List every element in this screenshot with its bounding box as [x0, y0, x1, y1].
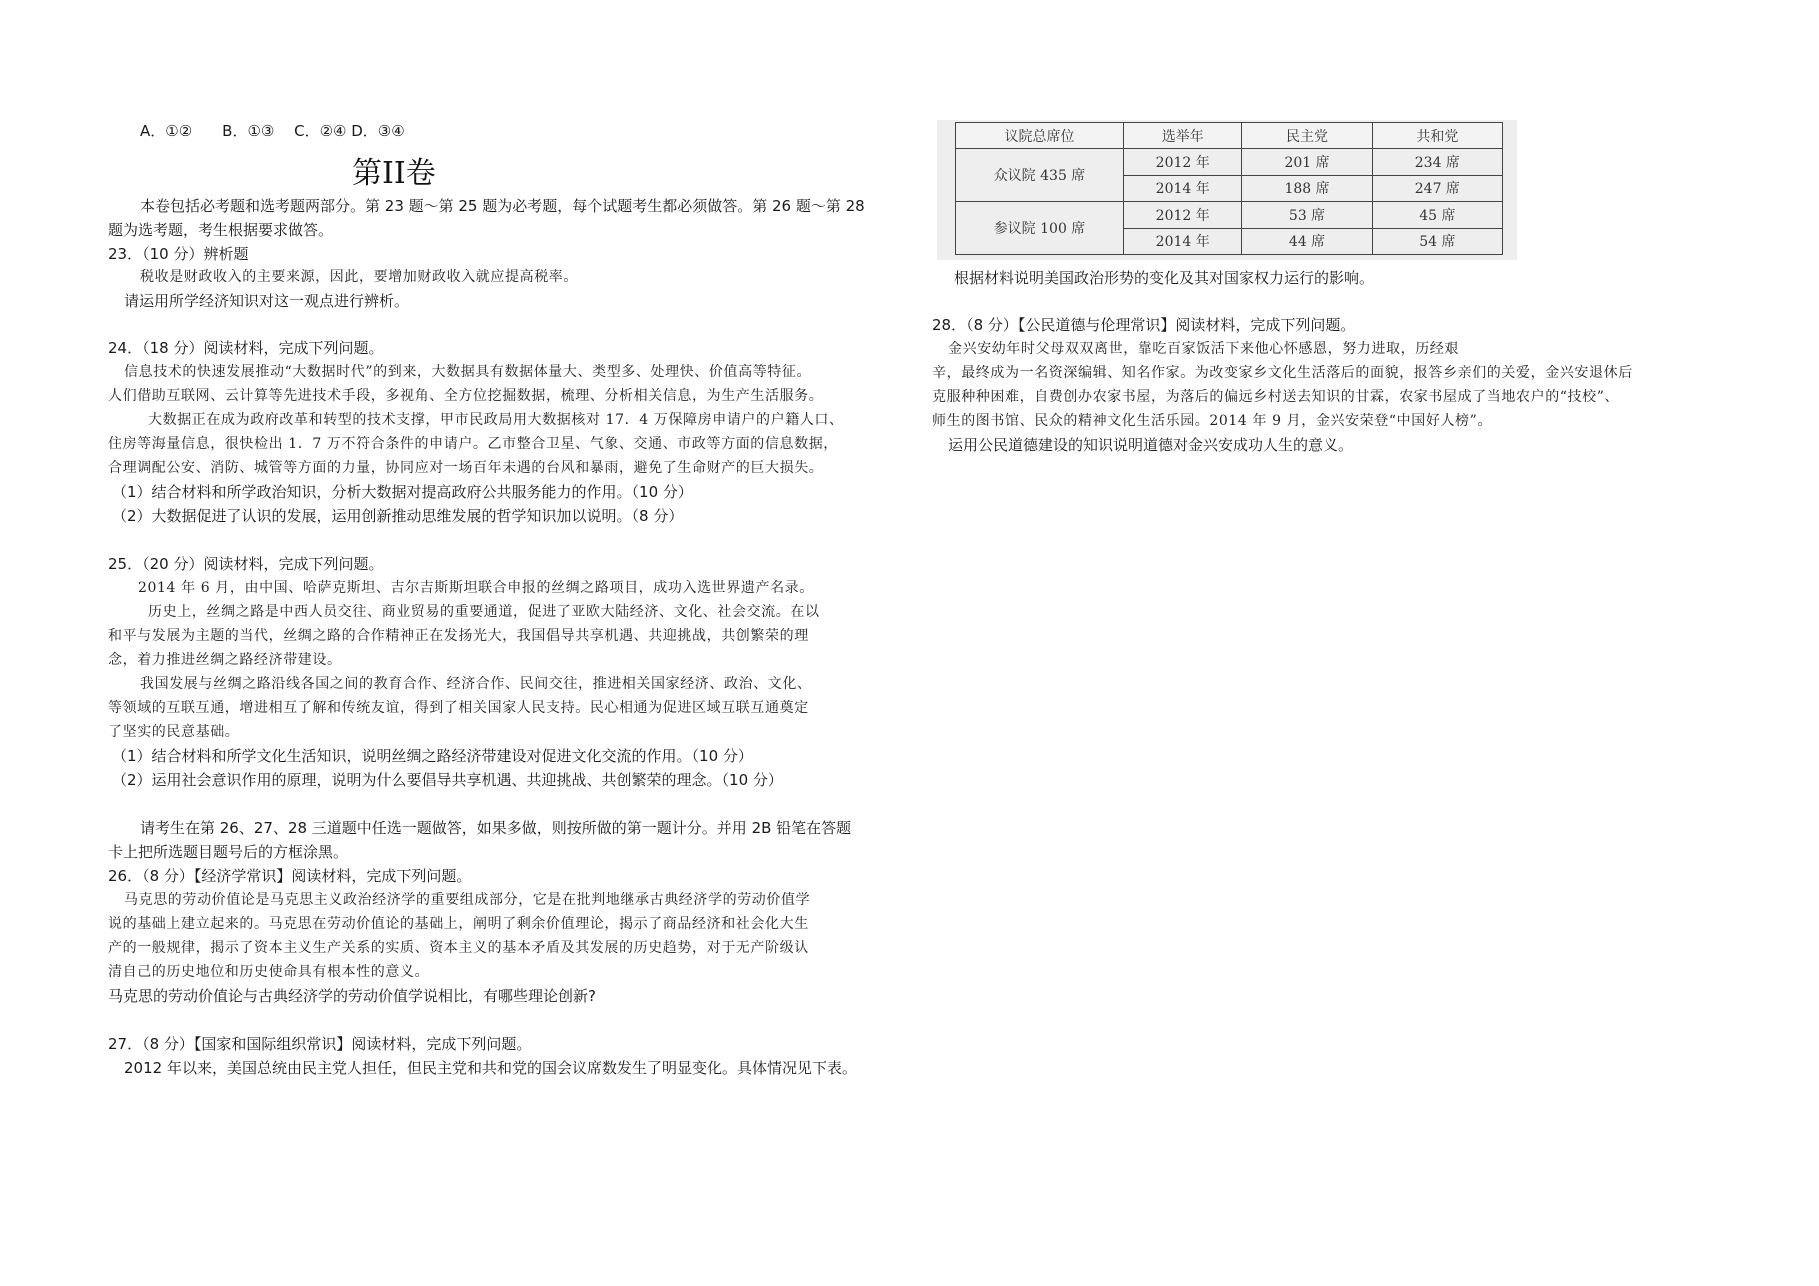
q26-heading: 26．（8 分）【经济学常识】阅读材料，完成下列问题。 [108, 867, 472, 885]
q24-sub-question-2: （2）大数据促进了认识的发展，运用创新推动思维发展的哲学知识加以说明。（8 分） [112, 507, 684, 525]
house-cell: 众议院 435 席 [956, 149, 1124, 202]
table-cell: 234 席 [1372, 149, 1502, 176]
q25-material-line: 和平与发展为主题的当代，丝绸之路的合作精神正在发扬光大，我国倡导共享机遇、共迎挑战，共创繁荣的理 [108, 628, 809, 644]
q26-material-line: 清自己的历史地位和历史使命具有根本性的意义。 [108, 964, 430, 980]
q26-material-line: 说的基础上建立起来的。马克思在劳动价值论的基础上，阐明了剩余价值理论，揭示了商品经济和社会化大生 [108, 916, 809, 932]
q24-material-line: 住房等海量信息，很快检出 1．7 万不符合条件的申请户。乙市整合卫星、气象、交通、市政等方面的信息数据， [108, 436, 838, 452]
q23-heading: 23．（10 分）辨析题 [108, 245, 249, 263]
senate-cell: 参议院 100 席 [956, 202, 1124, 255]
q27-question: 根据材料说明美国政治形势的变化及其对国家权力运行的影响。 [954, 269, 1375, 287]
q28-material-line: 克服种种困难，自费创办农家书屋，为落后的偏远乡村送去知识的甘霖，农家书屋成了当地农户的“技校”、 [932, 389, 1620, 405]
table-cell: 201 席 [1242, 149, 1372, 176]
q27-heading: 27．（8 分）【国家和国际组织常识】阅读材料，完成下列问题。 [108, 1035, 532, 1053]
table-cell: 2014 年 [1124, 175, 1242, 202]
q25-heading: 25．（20 分）阅读材料，完成下列问题。 [108, 555, 384, 573]
table-cell: 45 席 [1372, 202, 1502, 229]
q25-material-line: 2014 年 6 月，由中国、哈萨克斯坦、吉尔吉斯斯坦联合申报的丝绸之路项目，成功入选世界遗产名录。 [138, 580, 814, 596]
congress-seat-table [955, 122, 1503, 255]
q25-material-line: 我国发展与丝绸之路沿线各国之间的教育合作、经济合作、民间交往，推进相关国家经济、政治、文化、 [140, 676, 812, 692]
q24-material-line: 信息技术的快速发展推动“大数据时代”的到来，大数据具有数据体量大、类型多、处理快、价值高等特征。 [124, 364, 812, 380]
q28-material-line: 金兴安幼年时父母双双离世，靠吃百家饭活下来他心怀感恩，努力进取，历经艰 [948, 341, 1459, 357]
q24-material-line: 合理调配公安、消防、城管等方面的力量，协同应对一场百年未遇的台风和暴雨，避免了生命财产的巨大损失。 [108, 460, 824, 476]
q25-sub-question-2: （2）运用社会意识作用的原理，说明为什么要倡导共享机遇、共迎挑战、共创繁荣的理念。（10 分） [112, 771, 783, 789]
q24-heading: 24．（18 分）阅读材料，完成下列问题。 [108, 339, 384, 357]
q25-sub-question-1: （1）结合材料和所学文化生活知识，说明丝绸之路经济带建设对促进文化交流的作用。（10 分） [112, 747, 753, 765]
q24-sub-question-1: （1）结合材料和所学政治知识，分析大数据对提高政府公共服务能力的作用。（10 分） [112, 483, 693, 501]
q25-material-line: 了坚实的民意基础。 [108, 724, 240, 740]
table-header-cell: 议院总席位 [956, 123, 1124, 149]
table-cell: 188 席 [1242, 175, 1372, 202]
seat-table-image [937, 120, 1517, 260]
table-header-cell: 共和党 [1372, 123, 1502, 149]
q25-material-line: 念，着力推进丝绸之路经济带建设。 [108, 652, 342, 668]
table-cell: 53 席 [1242, 202, 1372, 229]
table-cell: 44 席 [1242, 228, 1372, 255]
q27-material: 2012 年以来，美国总统由民主党人担任，但民主党和共和党的国会议席数发生了明显变化。具体情况见下表。 [124, 1059, 857, 1077]
q24-material-line: 大数据正在成为政府改革和转型的技术支撑，甲市民政局用大数据核对 17．4 万保障房申请户的户籍人口、 [148, 412, 844, 428]
q26-material-line: 马克思的劳动价值论是马克思主义政治经济学的重要组成部分，它是在批判地继承古典经济学的劳动价值学 [124, 892, 811, 908]
q28-question: 运用公民道德建设的知识说明道德对金兴安成功人生的意义。 [948, 436, 1354, 454]
q24-material-line: 人们借助互联网、云计算等先进技术手段，多视角、全方位挖掘数据，梳理、分析相关信息，为生产生活服务。 [108, 388, 824, 404]
table-header-cell: 选举年 [1124, 123, 1242, 149]
q25-material-line: 等领域的互联互通，增进相互了解和传统友谊，得到了相关国家人民支持。民心相通为促进区域互联互通奠定 [108, 700, 809, 716]
table-row [956, 149, 1503, 176]
section-title: 第II卷 [352, 156, 436, 191]
q23-material: 税收是财政收入的主要来源，因此，要增加财政收入就应提高税率。 [140, 269, 578, 285]
intro-line-2: 题为选考题，考生根据要求做答。 [108, 221, 334, 239]
q23-question: 请运用所学经济知识对这一观点进行辨析。 [124, 292, 410, 310]
table-cell: 54 席 [1372, 228, 1502, 255]
intro-line-1: 本卷包括必考题和选考题两部分。第 23 题～第 25 题为必考题，每个试题考生都必须做答。第 26 题～第 28 [140, 197, 865, 215]
table-cell: 2014 年 [1124, 228, 1242, 255]
q26-material-line: 产的一般规律，揭示了资本主义生产关系的实质、资本主义的基本矛盾及其发展的历史趋势，对于无产阶级认 [108, 940, 809, 956]
table-header-row [956, 123, 1503, 149]
elective-instruction-line-1: 请考生在第 26、27、28 三道题中任选一题做答，如果多做，则按所做的第一题计分。并用 2B 铅笔在答题 [140, 819, 852, 837]
table-header-cell: 民主党 [1242, 123, 1372, 149]
q28-material-line: 辛，最终成为一名资深编辑、知名作家。为改变家乡文化生活落后的面貌，报答乡亲们的关爱，金兴安退休后 [932, 365, 1633, 381]
table-cell: 2012 年 [1124, 202, 1242, 229]
table-cell: 247 席 [1372, 175, 1502, 202]
q28-material-line: 师生的图书馆、民众的精神文化生活乐园。2014 年 9 月，金兴安荣登“中国好人榜”。 [932, 413, 1492, 429]
elective-instruction-line-2: 卡上把所选题目题号后的方框涂黑。 [108, 843, 349, 861]
q26-question: 马克思的劳动价值论与古典经济学的劳动价值学说相比，有哪些理论创新? [108, 987, 596, 1005]
table-row [956, 202, 1503, 229]
q28-heading: 28．（8 分）【公民道德与伦理常识】阅读材料，完成下列问题。 [932, 316, 1356, 334]
table-cell: 2012 年 [1124, 149, 1242, 176]
answer-options: A．①② B．①③ C．②④ D．③④ [140, 122, 405, 140]
q25-material-line: 历史上，丝绸之路是中西人员交往、商业贸易的重要通道，促进了亚欧大陆经济、文化、社会交流。在以 [148, 604, 820, 620]
